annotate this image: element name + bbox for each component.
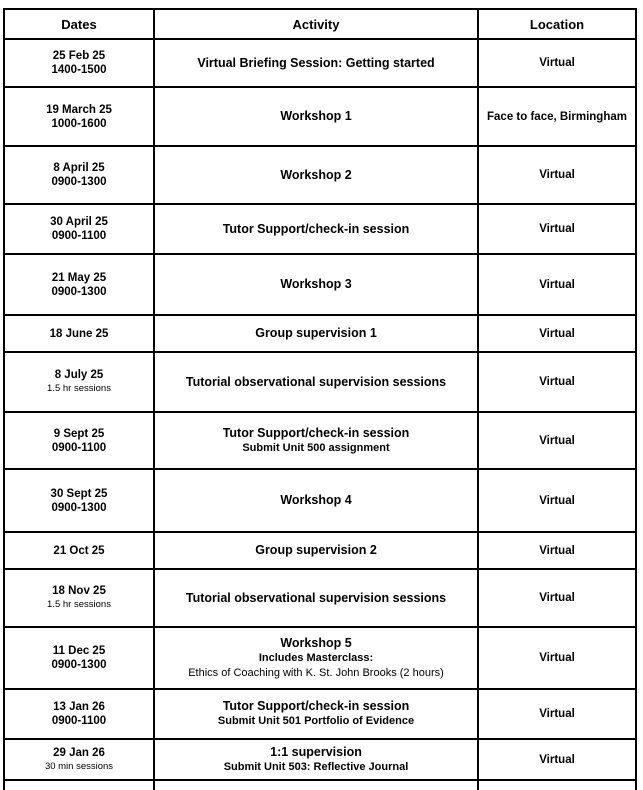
activity-cell (154, 569, 478, 627)
date-text: 21 Oct 25 (53, 544, 105, 557)
activity-line: Tutor Support/check-in session (222, 425, 410, 440)
activity-cell (154, 204, 478, 254)
schedule-table-body (4, 39, 636, 790)
location-cell: Virtual (478, 412, 636, 469)
table-row (4, 39, 636, 87)
table-row (4, 469, 636, 532)
activity-line: Workshop 1 (280, 109, 352, 123)
activity-line: Includes Masterclass: (258, 651, 374, 664)
time-text: 0900-1300 (51, 285, 107, 298)
table-row (4, 412, 636, 469)
header-row (4, 9, 636, 39)
date-text: 8 July 25 (54, 369, 104, 381)
activity-line: Workshop 5 (280, 635, 352, 650)
activity-line: 1:1 supervision (270, 744, 362, 759)
activity-line: Workshop 2 (280, 167, 352, 182)
date-cell (4, 689, 154, 739)
table-row (4, 689, 636, 739)
date-cell (4, 412, 154, 469)
col-header-dates: Dates (4, 9, 154, 39)
table-row (4, 315, 636, 352)
location-cell: Virtual (478, 627, 636, 689)
activity-cell (154, 412, 478, 469)
date-text: 13 Jan 26 (53, 701, 105, 713)
activity-line: Tutor Support/check-in session (222, 699, 410, 713)
time-text: 0900-1300 (51, 659, 107, 671)
table-row-partial (4, 780, 636, 790)
col-header-location: Location (478, 9, 636, 39)
activity-cell (154, 315, 478, 352)
time-text: 0900-1300 (51, 501, 107, 514)
time-text: 1000-1600 (51, 117, 107, 130)
table-row (4, 739, 636, 780)
activity-cell (154, 146, 478, 204)
schedule-table (3, 8, 637, 790)
activity-line: Submit Unit 501 Portfolio of Evidence (217, 715, 415, 727)
date-text: 21 May 25 (51, 271, 107, 284)
activity-line: Workshop 3 (280, 277, 352, 291)
activity-cell (154, 254, 478, 315)
date-text: 25 Feb 25 (52, 50, 106, 62)
time-text: 0900-1100 (51, 230, 107, 242)
location-cell: Virtual (478, 352, 636, 412)
activity-line: Tutor Support/check-in session (222, 221, 410, 236)
date-cell (4, 146, 154, 204)
empty-cell (154, 780, 478, 790)
table-row (4, 87, 636, 146)
date-text: 8 April 25 (53, 162, 105, 174)
time-text: 0900-1100 (51, 715, 107, 727)
activity-cell (154, 739, 478, 780)
table-row (4, 569, 636, 627)
date-cell (4, 254, 154, 315)
time-text: 1.5 hr sessions (47, 383, 111, 394)
location-cell: Virtual (478, 739, 636, 780)
location-cell: Face to face, Birmingham (478, 87, 636, 146)
table-row (4, 254, 636, 315)
date-text: 30 April 25 (50, 216, 108, 228)
activity-cell (154, 532, 478, 569)
date-cell (4, 352, 154, 412)
date-cell (4, 739, 154, 780)
table-row (4, 352, 636, 412)
activity-line: Ethics of Coaching with K. St. John Brooks (2 hours) (188, 666, 444, 679)
date-text: 19 March 25 (46, 103, 112, 116)
location-cell: Virtual (478, 146, 636, 204)
date-cell (4, 39, 154, 87)
location-cell: Virtual (478, 532, 636, 569)
table-row (4, 532, 636, 569)
time-text: 0900-1300 (51, 176, 107, 188)
date-text: 29 Jan 26 (53, 746, 105, 759)
activity-line: Tutorial observational supervision sessions (185, 374, 447, 389)
activity-line: Submit Unit 503: Reflective Journal (223, 760, 409, 773)
activity-cell (154, 627, 478, 689)
empty-cell (478, 780, 636, 790)
location-cell: Virtual (478, 469, 636, 532)
activity-line: Tutorial observational supervision sessions (185, 590, 447, 605)
time-text: 1400-1500 (51, 64, 107, 76)
table-row (4, 204, 636, 254)
date-text: 30 Sept 25 (50, 487, 108, 500)
date-text: 11 Dec 25 (52, 645, 106, 657)
date-cell (4, 469, 154, 532)
date-cell (4, 627, 154, 689)
date-cell (4, 87, 154, 146)
activity-cell (154, 87, 478, 146)
activity-line: Group supervision 2 (255, 543, 377, 557)
date-text: 18 June 25 (49, 327, 109, 340)
location-cell: Virtual (478, 254, 636, 315)
time-text: 30 min sessions (44, 760, 114, 772)
table-row (4, 627, 636, 689)
activity-line: Virtual Briefing Session: Getting started (197, 55, 435, 70)
date-text: 9 Sept 25 (53, 427, 105, 440)
location-cell: Virtual (478, 315, 636, 352)
activity-line: Submit Unit 500 assignment (242, 441, 390, 454)
location-cell: Virtual (478, 569, 636, 627)
date-text: 18 Nov 25 (52, 585, 106, 597)
date-cell (4, 532, 154, 569)
date-cell (4, 569, 154, 627)
date-cell (4, 315, 154, 352)
activity-line: Group supervision 1 (255, 326, 377, 340)
time-text: 0900-1100 (51, 441, 107, 454)
activity-cell (154, 689, 478, 739)
table-row (4, 146, 636, 204)
date-cell (4, 204, 154, 254)
activity-cell (154, 352, 478, 412)
activity-cell (154, 469, 478, 532)
time-text: 1.5 hr sessions (47, 599, 111, 610)
empty-cell (4, 780, 154, 790)
activity-line: Workshop 4 (280, 493, 352, 507)
activity-cell (154, 39, 478, 87)
location-cell: Virtual (478, 689, 636, 739)
location-cell: Virtual (478, 204, 636, 254)
location-cell: Virtual (478, 39, 636, 87)
col-header-activity: Activity (154, 9, 478, 39)
